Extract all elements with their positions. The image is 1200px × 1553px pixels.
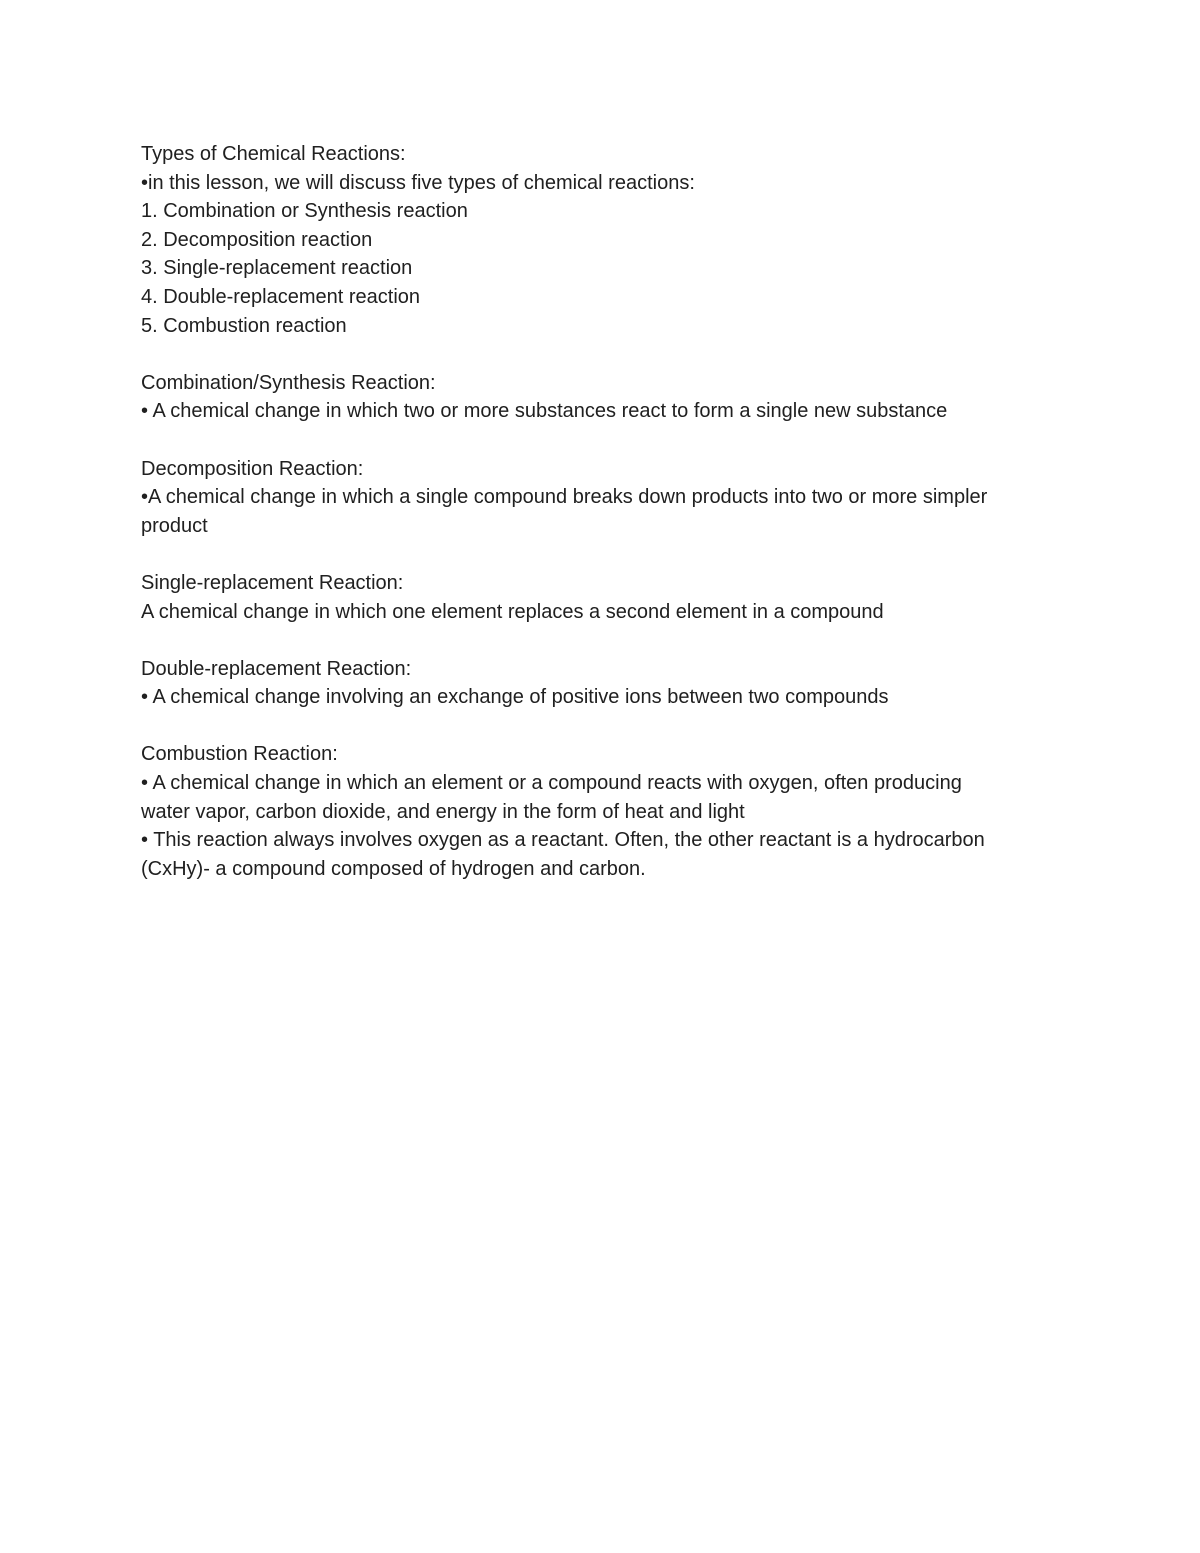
document-body (141, 140, 1071, 883)
paragraph-spacer (141, 712, 1071, 741)
bullet-text: •in this lesson, we will discuss five types of chemical reactions: (141, 171, 695, 194)
section-heading: Double-replacement Reaction: (141, 657, 412, 680)
paragraph-line: product (141, 514, 208, 537)
single-replacement-section (141, 569, 1071, 626)
list-item: 1. Combination or Synthesis reaction (141, 200, 468, 223)
paragraph-line: (CxHy)- a compound composed of hydrogen and carbon. (141, 857, 646, 880)
paragraph-line: •A chemical change in which a single compound breaks down products into two or more simpler (141, 486, 988, 509)
list-item: 5. Combustion reaction (141, 314, 347, 337)
paragraph-line: • A chemical change in which two or more substances react to form a single new substance (141, 400, 948, 423)
paragraph-line: A chemical change in which one element replaces a second element in a compound (141, 600, 884, 623)
section-heading: Combination/Synthesis Reaction: (141, 371, 436, 394)
paragraph-spacer (141, 426, 1071, 455)
combustion-section (141, 740, 1071, 883)
paragraph-line: • This reaction always involves oxygen as a reactant. Often, the other reactant is a hydrocarbon (141, 829, 985, 852)
paragraph-spacer (141, 626, 1071, 655)
list-item: 3. Single-replacement reaction (141, 257, 413, 280)
paragraph-spacer (141, 540, 1071, 569)
section-heading: Single-replacement Reaction: (141, 571, 404, 594)
section-heading: Decomposition Reaction: (141, 457, 364, 480)
paragraph-line: • A chemical change in which an element or a compound reacts with oxygen, often producing (141, 772, 962, 795)
paragraph-line: • A chemical change involving an exchange of positive ions between two compounds (141, 686, 889, 709)
paragraph-line: water vapor, carbon dioxide, and energy in the form of heat and light (141, 800, 745, 823)
decomposition-section (141, 455, 1071, 541)
section-heading: Combustion Reaction: (141, 743, 338, 766)
section-heading: Types of Chemical Reactions: (141, 143, 406, 165)
list-item: 4. Double-replacement reaction (141, 285, 421, 308)
combination-section (141, 369, 1071, 426)
list-item: 2. Decomposition reaction (141, 228, 373, 251)
intro-section (141, 140, 1071, 340)
double-replacement-section (141, 655, 1071, 712)
paragraph-spacer (141, 340, 1071, 369)
